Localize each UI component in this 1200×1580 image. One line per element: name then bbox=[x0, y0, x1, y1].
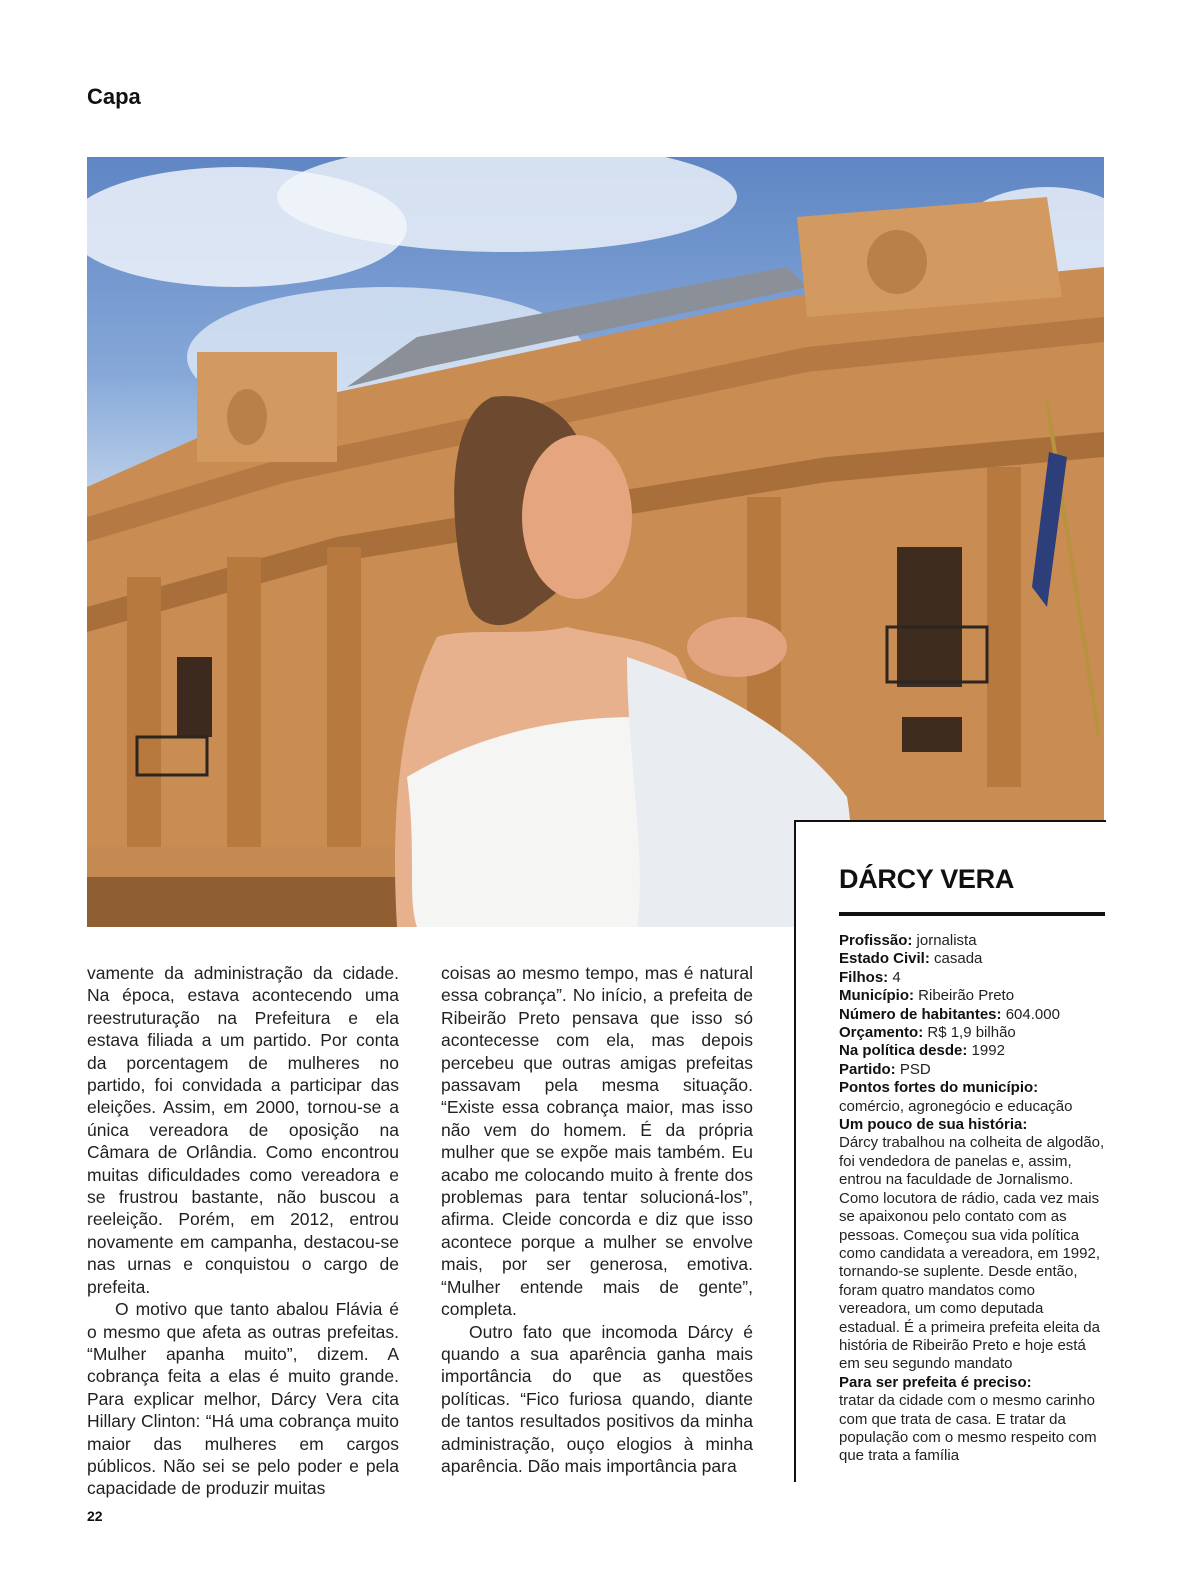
profile-field-label: Profissão: bbox=[839, 932, 913, 949]
sidebar-title: DÁRCY VERA bbox=[839, 864, 1015, 894]
profile-field bbox=[839, 1024, 1105, 1042]
profile-field-label: Para ser prefeita é preciso: bbox=[839, 1373, 1032, 1391]
profile-field-value: 1992 bbox=[967, 1042, 1005, 1060]
profile-field bbox=[839, 987, 1105, 1005]
page-number: 22 bbox=[87, 1508, 103, 1524]
profile-field-label: Na política desde: bbox=[839, 1042, 968, 1060]
profile-field-value: Ribeirão Preto bbox=[914, 987, 1015, 1005]
profile-field-value: 604.000 bbox=[1001, 1005, 1060, 1023]
article-paragraph: O motivo que tanto abalou Flávia é o mesmo que afeta as outras prefeitas. “Mulher apanha muito”, dizem. A cobrança feita a elas é muito grande. Para explicar melhor, Dárcy Vera cita Hillary Clinton: “Há uma cobrança muito maior das mulheres em cargos públicos. Não sei se pelo poder e pela capacidade de produzir muitas bbox=[87, 1299, 399, 1499]
profile-field bbox=[839, 932, 1105, 950]
profile-field bbox=[839, 1079, 1105, 1116]
profile-field-value: R$ 1,9 bilhão bbox=[923, 1024, 1016, 1042]
cover-photo-illustration bbox=[87, 157, 1104, 927]
profile-field-value: PSD bbox=[895, 1060, 931, 1078]
profile-field bbox=[839, 1116, 1105, 1374]
profile-field-value: comércio, agronegócio e educação bbox=[839, 1097, 1073, 1115]
section-label: Capa bbox=[87, 84, 141, 109]
profile-field bbox=[839, 1061, 1105, 1079]
profile-field-label: Filhos: bbox=[839, 968, 889, 986]
profile-field bbox=[839, 1006, 1105, 1024]
profile-fields bbox=[839, 932, 1105, 1466]
profile-field-label: Município: bbox=[839, 987, 914, 1005]
profile-field-label: Partido: bbox=[839, 1060, 896, 1078]
profile-field-label: Orçamento: bbox=[839, 1024, 924, 1042]
profile-field-label: Pontos fortes do município: bbox=[839, 1079, 1039, 1097]
profile-field bbox=[839, 969, 1105, 987]
article-column-1 bbox=[87, 962, 399, 1500]
sidebar-divider bbox=[839, 912, 1105, 916]
profile-field-label: Número de habitantes: bbox=[839, 1005, 1002, 1023]
profile-field-value: 4 bbox=[888, 968, 901, 986]
profile-field-value: tratar da cidade com o mesmo carinho com que trata de casa. E tratar da população com o mesmo respeito com que trata a família bbox=[839, 1392, 1097, 1465]
profile-field-label: Um pouco de sua história: bbox=[839, 1116, 1028, 1134]
profile-field bbox=[839, 950, 1105, 968]
profile-field bbox=[839, 1374, 1105, 1466]
profile-sidebar bbox=[794, 820, 1106, 1482]
profile-field-value: jornalista bbox=[912, 932, 977, 949]
article-paragraph: coisas ao mesmo tempo, mas é natural essa cobrança”. No início, a prefeita de Ribeirão Preto pensava que isso só acontecesse com ela, mas depois percebeu que outras amigas prefeitas passavam pela mesma situação. “Existe essa cobrança maior, mas isso não vem do homem. É da própria mulher que se expõe mais também. Eu acabo me colocando muito à frente dos problemas para tentar solucioná-los”, afirma. Cleide concorda e diz que isso acontece porque a mulher se envolve mais, por ser generosa, emotiva. “Mulher entende mais de gente”, completa. bbox=[441, 963, 753, 1320]
profile-field-value: casada bbox=[929, 950, 983, 968]
cover-photo bbox=[87, 157, 1104, 927]
article-paragraph: Outro fato que incomoda Dárcy é quando a sua aparência ganha mais importância do que as questões políticas. “Fico furiosa quando, diante de tantos resultados positivos da minha administração, ouço elogios à minha aparência. Dão mais importância para bbox=[441, 1321, 753, 1476]
profile-field bbox=[839, 1042, 1105, 1060]
article-paragraph: vamente da administração da cidade. Na época, estava acontecendo uma reestruturação na Prefeitura e ela estava filiada a um partido. Por conta da porcentagem de mulheres no partido, foi convidada a participar das eleições. Assim, em 2000, tornou-se a única vereadora de oposição na Câmara de Orlândia. Como encontrou muitas dificuldades como vereadora e se frustrou bastante, não buscou a reeleição. Porém, em 2012, entrou novamente em campanha, destacou-se nas urnas e conquistou o cargo de prefeita. bbox=[87, 963, 399, 1297]
article-column-2 bbox=[441, 962, 753, 1477]
profile-field-value: Dárcy trabalhou na colheita de algodão, foi vendedora de panelas e, assim, entrou na faculdade de Jornalismo. Como locutora de rádio, cada vez mais se apaixonou pelo contato com as pessoas. Começou sua vida política como candidata a vereadora, em 1992, tornando-se suplente. Desde então, foram quatro mandatos como vereadora, um como deputada estadual. É a primeira prefeita eleita da história de Ribeirão Preto e hoje está em seu segundo mandato bbox=[839, 1134, 1105, 1373]
profile-field-label: Estado Civil: bbox=[839, 950, 930, 968]
